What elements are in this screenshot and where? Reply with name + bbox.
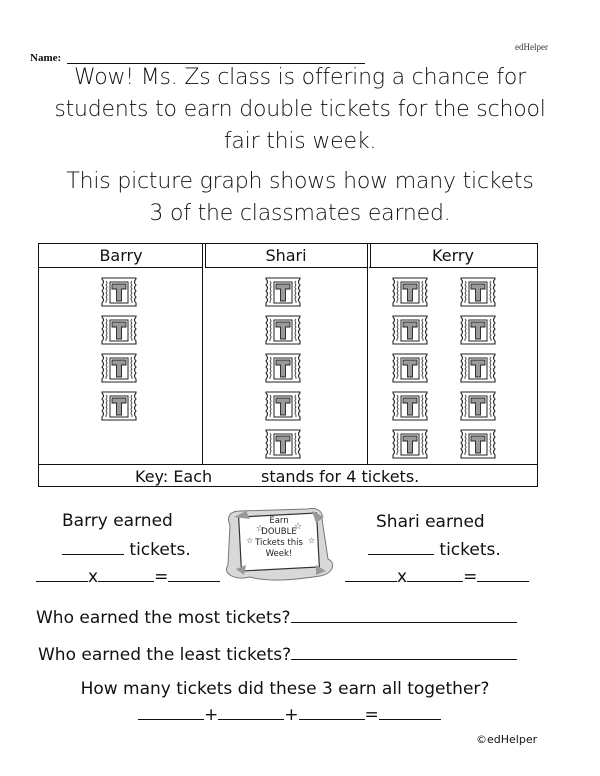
copyright: ©edHelper: [476, 733, 538, 746]
ticket-icon: [390, 390, 430, 422]
ticket-icon: [99, 390, 139, 422]
barry-tickets-word: tickets.: [129, 540, 191, 560]
badge-line: Tickets this: [255, 538, 303, 548]
barry-equation: [36, 567, 220, 587]
question-least: [38, 645, 517, 665]
column-header-kerry: Kerry: [369, 244, 537, 268]
ticket-icon: [458, 428, 498, 460]
blank[interactable]: [299, 707, 365, 720]
blank[interactable]: [98, 569, 154, 582]
divider: [202, 244, 203, 465]
equals-sign: =: [154, 567, 169, 587]
plus-sign: +: [204, 705, 219, 725]
blank[interactable]: [407, 569, 463, 582]
shari-answer-blank[interactable]: [368, 542, 434, 555]
times-sign: x: [88, 567, 99, 587]
column-kerry: [370, 268, 537, 465]
badge-line: Week!: [265, 549, 293, 559]
graph-key: [39, 464, 537, 488]
intro-text: [20, 62, 580, 230]
shari-earned-label: Shari earned: [376, 512, 485, 532]
question-most: [36, 608, 517, 628]
blank[interactable]: [36, 569, 88, 582]
divider: [205, 244, 206, 268]
ticket-icon: [263, 276, 303, 308]
ticket-icon: [458, 276, 498, 308]
column-barry: [39, 268, 202, 465]
double-tickets-badge: [220, 503, 338, 583]
column-header-barry: Barry: [39, 244, 203, 268]
blank[interactable]: [379, 707, 441, 720]
total-equation: [138, 705, 441, 725]
equals-sign: =: [463, 567, 478, 587]
blank[interactable]: [345, 569, 397, 582]
barry-tickets-row: [62, 540, 191, 560]
plus-sign: +: [284, 705, 299, 725]
badge-line: DOUBLE: [261, 527, 297, 537]
ticket-icon: [263, 314, 303, 346]
shari-equation: [345, 567, 529, 587]
brand-label: edHelper: [515, 42, 548, 52]
question-least-text: Who earned the least tickets?: [38, 645, 292, 665]
ticket-icon: [458, 314, 498, 346]
key-prefix: Key: Each: [135, 467, 213, 486]
shari-tickets-row: [368, 540, 501, 560]
ticket-icon: [390, 314, 430, 346]
ticket-icon: [99, 276, 139, 308]
svg-text:☆: ☆: [256, 524, 265, 534]
column-shari: [205, 268, 367, 465]
name-label: Name:: [30, 52, 62, 64]
badge-text: [220, 516, 338, 560]
ticket-icon: [390, 352, 430, 384]
ticket-icon: [263, 390, 303, 422]
barry-answer-blank[interactable]: [62, 542, 124, 555]
intro-line: Wow! Ms. Zs class is offering a chance for: [73, 65, 527, 90]
intro-line: This picture graph shows how many tickets: [66, 169, 534, 194]
intro-line: students to earn double tickets for the school: [54, 97, 546, 122]
barry-earned-label: Barry earned: [62, 511, 173, 531]
ticket-icon: [390, 428, 430, 460]
answer-least-blank[interactable]: [291, 647, 517, 660]
key-suffix: stands for 4 tickets.: [261, 467, 420, 486]
blank[interactable]: [168, 569, 220, 582]
divider: [367, 244, 368, 465]
equals-sign: =: [364, 705, 379, 725]
svg-text:☆: ☆: [246, 536, 254, 545]
ticket-icon: [390, 276, 430, 308]
question-total: How many tickets did these 3 earn all together?: [80, 679, 490, 699]
shari-tickets-word: tickets.: [439, 540, 501, 560]
intro-line: fair this week.: [223, 129, 377, 154]
intro-line: 3 of the classmates earned.: [149, 201, 451, 226]
divider: [370, 244, 371, 268]
ticket-icon: [99, 352, 139, 384]
ticket-icon: [263, 428, 303, 460]
svg-text:☆: ☆: [294, 522, 303, 532]
times-sign: x: [397, 567, 408, 587]
ticket-icon: [458, 390, 498, 422]
answer-most-blank[interactable]: [291, 610, 517, 623]
ticket-icon: [263, 352, 303, 384]
blank[interactable]: [218, 707, 284, 720]
question-most-text: Who earned the most tickets?: [36, 608, 291, 628]
ticket-icon: [99, 314, 139, 346]
picture-graph: [38, 243, 538, 487]
column-header-shari: Shari: [205, 244, 367, 268]
ticket-icon: [458, 352, 498, 384]
svg-text:☆: ☆: [308, 536, 316, 545]
badge-line: Earn: [269, 516, 289, 526]
blank[interactable]: [138, 707, 204, 720]
blank[interactable]: [477, 569, 529, 582]
